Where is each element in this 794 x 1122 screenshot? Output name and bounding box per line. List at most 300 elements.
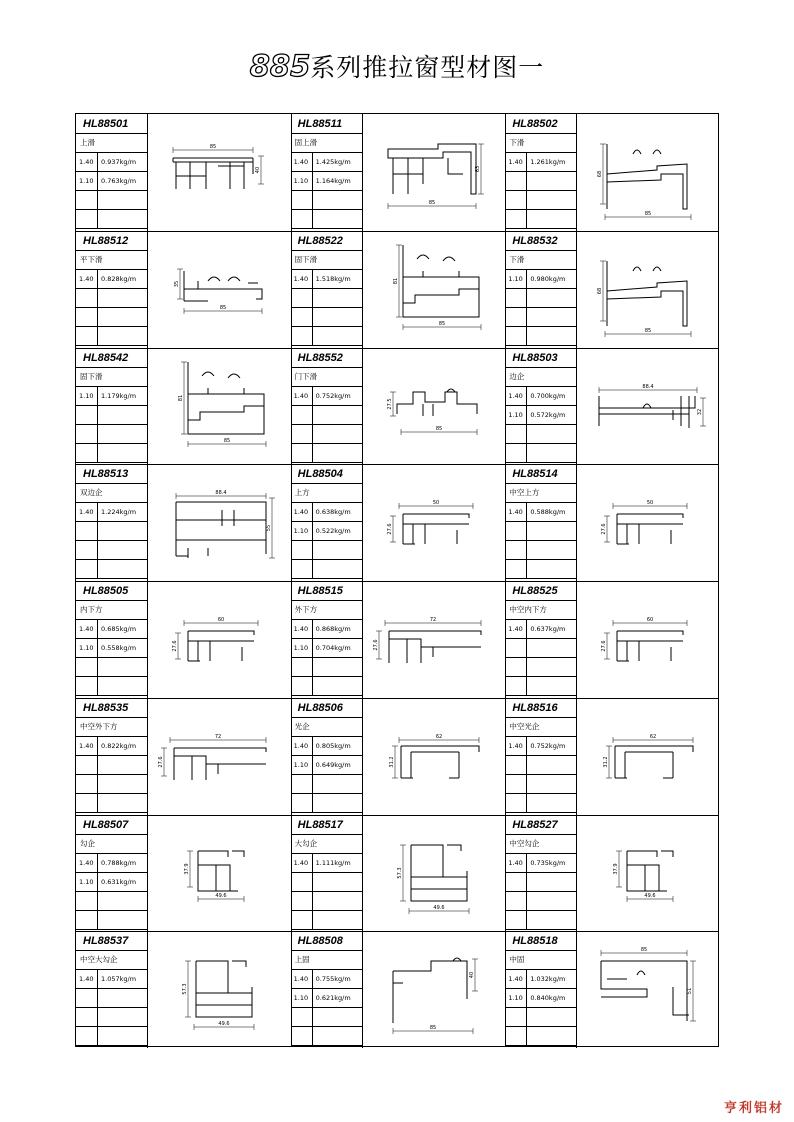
svg-text:51: 51 [687,988,694,995]
unit-weight: 0.735kg/m [530,858,566,867]
profile-card [505,231,719,348]
weight-row [291,503,363,522]
weight-row [291,737,363,756]
profile-info [76,114,148,231]
empty-row [505,308,577,327]
empty-row [505,444,577,463]
profile-section-drawing [577,114,719,231]
wall-thickness: 1.10 [76,387,98,405]
wall-thickness: 1.40 [291,854,313,872]
profile-info [291,464,363,581]
profile-info [76,348,148,465]
section-svg [577,581,719,697]
unit-weight: 0.755kg/m [315,975,351,984]
profile-code: HL88504 [291,464,363,484]
profile-info [291,931,363,1048]
empty-row [505,873,577,892]
profile-name: 上固 [291,951,363,970]
profile-code: HL88506 [291,698,363,718]
svg-text:88.4: 88.4 [215,490,227,497]
profile-section-drawing [148,348,290,465]
profile-code: HL88535 [76,698,148,718]
empty-row [505,327,577,346]
profile-info [505,114,577,231]
profile-name: 中空外下方 [76,718,148,737]
profile-section-drawing [148,815,290,932]
unit-weight: 1.224kg/m [101,508,137,517]
empty-row [505,639,577,658]
profile-card [291,348,505,465]
profile-name: 双边企 [76,484,148,503]
wall-thickness: 1.10 [505,989,527,1007]
empty-row [505,560,577,579]
empty-row [76,560,148,579]
profile-name: 中空勾企 [505,835,577,854]
profile-info [505,348,577,465]
weight-row [505,406,577,425]
svg-text:32: 32 [697,408,704,415]
empty-row [291,425,363,444]
wall-thickness: 1.10 [291,989,313,1007]
profile-section-drawing [148,698,290,815]
svg-text:50: 50 [647,500,654,507]
section-svg [148,581,290,697]
profile-catalog-grid [75,113,719,1047]
profile-section-drawing [577,581,719,698]
empty-row [76,1008,148,1027]
profile-card [291,931,505,1048]
brand-watermark: 亨利铝材 [723,1101,784,1116]
profile-card [291,231,505,348]
wall-thickness: 1.40 [505,854,527,872]
weight-row [76,970,148,989]
weight-row [76,737,148,756]
unit-weight: 0.522kg/m [315,527,351,536]
wall-thickness: 1.40 [291,970,313,988]
empty-row [76,892,148,911]
profile-name: 中空内下方 [505,601,577,620]
profile-info [505,581,577,698]
profile-section-drawing [363,464,505,581]
section-svg [363,348,505,464]
section-svg [148,931,290,1047]
empty-row [291,541,363,560]
svg-text:37.9: 37.9 [184,862,190,875]
weight-row [76,854,148,873]
svg-text:81: 81 [178,394,184,401]
section-svg [148,464,290,580]
svg-text:85: 85 [219,304,227,311]
profile-name: 中空大勾企 [76,951,148,970]
profile-name: 上滑 [76,134,148,153]
profile-name: 中空上方 [505,484,577,503]
profile-code: HL88542 [76,348,148,368]
wall-thickness: 1.10 [505,406,527,424]
unit-weight: 1.057kg/m [101,975,137,984]
svg-text:35: 35 [174,280,180,287]
svg-text:27.6: 27.6 [601,523,608,535]
unit-weight: 1.032kg/m [530,975,566,984]
svg-text:40: 40 [255,166,261,174]
profile-info [291,348,363,465]
unit-weight: 1.111kg/m [315,858,351,867]
unit-weight: 0.752kg/m [530,741,566,750]
svg-text:27.6: 27.6 [386,523,393,535]
profile-card [505,348,719,465]
weight-row [505,270,577,289]
empty-row [291,873,363,892]
wall-thickness: 1.40 [76,854,98,872]
unit-weight: 0.937kg/m [101,158,137,166]
empty-row [291,444,363,463]
profile-card [291,114,505,231]
svg-text:85: 85 [645,211,652,217]
title-text: 系列推拉窗型材图一 [310,53,545,82]
unit-weight: 0.828kg/m [101,274,137,283]
wall-thickness: 1.10 [291,172,313,190]
svg-text:72: 72 [214,733,222,740]
wall-thickness: 1.40 [505,153,527,171]
section-svg [363,464,505,580]
profile-code: HL88512 [76,231,148,251]
empty-row [291,308,363,327]
section-svg [363,114,505,230]
empty-row [291,1027,363,1046]
wall-thickness: 1.10 [291,639,313,657]
svg-text:50: 50 [432,500,439,507]
profile-section-drawing [363,581,505,698]
empty-row [291,658,363,677]
empty-row [291,289,363,308]
profile-info [76,581,148,698]
weight-row [291,522,363,541]
svg-text:60: 60 [217,617,225,623]
weight-row [505,854,577,873]
profile-card [505,931,719,1048]
section-svg [363,698,505,814]
unit-weight: 0.752kg/m [315,391,351,400]
profile-name: 中固 [505,951,577,970]
empty-row [505,425,577,444]
weight-row [291,970,363,989]
empty-row [76,210,148,229]
profile-section-drawing [363,815,505,932]
profile-section-drawing [577,815,719,932]
empty-row [291,794,363,813]
unit-weight: 0.637kg/m [530,625,566,633]
weight-row [505,970,577,989]
wall-thickness: 1.10 [76,172,98,190]
svg-text:88.4: 88.4 [642,383,654,390]
wall-thickness: 1.40 [76,620,98,638]
svg-text:63: 63 [474,165,481,173]
svg-text:49.6: 49.6 [218,1021,230,1028]
unit-weight: 0.685kg/m [101,625,137,633]
empty-row [505,775,577,794]
weight-row [505,989,577,1008]
section-svg [577,114,719,230]
section-svg [577,815,719,931]
profile-card [76,348,290,465]
profile-card [505,114,719,231]
profile-info [505,231,577,348]
svg-text:60: 60 [647,617,654,623]
wall-thickness: 1.40 [505,970,527,988]
weight-row [505,503,577,522]
svg-text:57.3: 57.3 [396,866,403,879]
profile-section-drawing [363,348,505,465]
empty-row [505,172,577,191]
profile-name: 上方 [291,484,363,503]
svg-text:57.3: 57.3 [182,983,188,995]
section-svg [148,231,290,347]
wall-thickness: 1.40 [505,737,527,755]
wall-thickness: 1.10 [76,873,98,891]
wall-thickness: 1.40 [291,503,313,521]
svg-text:27.5: 27.5 [386,397,393,410]
unit-weight: 0.631kg/m [101,877,137,886]
profile-card [505,698,719,815]
svg-text:27.6: 27.6 [601,640,608,652]
profile-code: HL88518 [505,931,577,951]
section-svg [577,464,719,580]
svg-text:81: 81 [392,277,399,284]
profile-code: HL88502 [505,114,577,134]
empty-row [505,892,577,911]
weight-row [505,387,577,406]
empty-row [291,892,363,911]
empty-row [76,289,148,308]
unit-weight: 0.649kg/m [315,760,351,769]
section-svg [148,348,290,464]
profile-name: 勾企 [76,835,148,854]
svg-text:85: 85 [429,1025,436,1032]
profile-code: HL88508 [291,931,363,951]
unit-weight: 0.621kg/m [315,994,351,1003]
profile-card [291,581,505,698]
profile-section-drawing [363,698,505,815]
svg-text:40: 40 [468,972,475,979]
profile-code: HL88503 [505,348,577,368]
profile-card [76,581,290,698]
wall-thickness: 1.40 [76,503,98,521]
unit-weight: 1.261kg/m [530,158,566,166]
section-svg [363,931,505,1047]
section-svg [148,698,290,814]
profile-code: HL88537 [76,931,148,951]
profile-code: HL88527 [505,815,577,835]
empty-row [291,560,363,579]
unit-weight: 0.980kg/m [530,274,566,283]
profile-name: 固上滑 [291,134,363,153]
empty-row [505,1027,577,1046]
empty-row [76,327,148,346]
weight-row [76,172,148,191]
profile-card [76,231,290,348]
empty-row [291,1008,363,1027]
svg-text:85: 85 [435,425,442,432]
profile-name: 下滑 [505,134,577,153]
profile-code: HL88532 [505,231,577,251]
profile-code: HL88511 [291,114,363,134]
profile-section-drawing [577,931,719,1048]
profile-info [76,815,148,932]
empty-row [76,191,148,210]
unit-weight: 1.164kg/m [315,177,351,185]
svg-text:68: 68 [597,170,604,178]
svg-text:27.6: 27.6 [372,639,379,651]
profile-section-drawing [148,581,290,698]
profile-code: HL88552 [291,348,363,368]
svg-text:27.6: 27.6 [172,640,178,652]
wall-thickness: 1.40 [291,620,313,638]
profile-card [291,698,505,815]
profile-card [76,698,290,815]
empty-row [76,911,148,930]
section-svg [363,581,505,697]
profile-info [505,931,577,1048]
profile-info [291,231,363,348]
profile-code: HL88514 [505,464,577,484]
svg-text:49.6: 49.6 [215,892,227,899]
unit-weight: 0.840kg/m [530,994,566,1003]
profile-name: 大勾企 [291,835,363,854]
empty-row [76,425,148,444]
profile-code: HL88516 [505,698,577,718]
profile-section-drawing [577,348,719,465]
profile-name: 边企 [505,368,577,387]
unit-weight: 0.558kg/m [101,644,137,652]
profile-code: HL88522 [291,231,363,251]
profile-name: 光企 [291,718,363,737]
empty-row [505,911,577,930]
empty-row [76,1027,148,1046]
wall-thickness: 1.40 [505,387,527,405]
svg-text:72: 72 [429,617,436,623]
profile-section-drawing [148,931,290,1048]
svg-text:31.2: 31.2 [603,756,610,768]
profile-info [76,698,148,815]
wall-thickness: 1.10 [291,756,313,774]
weight-row [505,153,577,172]
empty-row [76,677,148,696]
profile-code: HL88515 [291,581,363,601]
weight-row [76,503,148,522]
svg-text:37.9: 37.9 [613,862,620,875]
svg-text:62: 62 [435,733,442,740]
weight-row [291,989,363,1008]
series-number: 885 [249,49,311,83]
section-svg [363,815,505,931]
unit-weight: 0.638kg/m [315,508,351,517]
profile-code: HL88507 [76,815,148,835]
weight-row [291,270,363,289]
profile-section-drawing [363,931,505,1048]
profile-code: HL88505 [76,581,148,601]
unit-weight: 0.704kg/m [315,644,351,652]
page-title [0,48,794,84]
svg-text:49.6: 49.6 [644,892,656,899]
wall-thickness: 1.40 [291,387,313,405]
weight-row [291,756,363,775]
svg-text:68: 68 [597,287,604,294]
section-svg [363,231,505,347]
wall-thickness: 1.40 [291,270,313,288]
empty-row [291,210,363,229]
section-svg [148,815,290,931]
empty-row [505,1008,577,1027]
profile-name: 固下滑 [291,251,363,270]
unit-weight: 0.868kg/m [315,625,351,633]
empty-row [505,677,577,696]
profile-card [76,464,290,581]
section-svg [577,698,719,814]
weight-row [291,172,363,191]
profile-info [505,815,577,932]
profile-info [505,698,577,815]
wall-thickness: 1.40 [505,620,527,638]
profile-section-drawing [577,698,719,815]
profile-section-drawing [577,464,719,581]
svg-text:85: 85 [209,144,217,150]
profile-section-drawing [148,231,290,348]
weight-row [291,620,363,639]
wall-thickness: 1.40 [76,970,98,988]
profile-info [291,114,363,231]
empty-row [505,658,577,677]
empty-row [76,658,148,677]
unit-weight: 0.763kg/m [101,177,137,185]
unit-weight: 1.425kg/m [315,158,351,166]
profile-info [76,231,148,348]
section-svg [577,931,719,1047]
profile-card [76,931,290,1048]
weight-row [76,270,148,289]
profile-name: 下滑 [505,251,577,270]
svg-text:85: 85 [428,200,435,206]
weight-row [291,854,363,873]
unit-weight: 0.588kg/m [530,508,566,517]
empty-row [291,406,363,425]
svg-text:55: 55 [266,525,272,532]
unit-weight: 0.572kg/m [530,410,566,419]
svg-text:31.2: 31.2 [388,756,395,768]
weight-row [291,153,363,172]
weight-row [291,387,363,406]
profile-info [505,464,577,581]
wall-thickness: 1.40 [505,503,527,521]
unit-weight: 0.700kg/m [530,391,566,400]
empty-row [76,775,148,794]
profile-card [291,464,505,581]
empty-row [291,191,363,210]
profile-name: 固下滑 [76,368,148,387]
wall-thickness: 1.40 [291,153,313,171]
weight-row [76,639,148,658]
profile-card [291,815,505,932]
section-svg [577,231,719,347]
profile-card [76,114,290,231]
profile-section-drawing [148,464,290,581]
profile-code: HL88513 [76,464,148,484]
svg-text:49.6: 49.6 [433,904,445,911]
profile-code: HL88517 [291,815,363,835]
empty-row [505,191,577,210]
section-svg [577,348,719,464]
empty-row [291,911,363,930]
empty-row [505,541,577,560]
unit-weight: 1.179kg/m [101,391,137,400]
